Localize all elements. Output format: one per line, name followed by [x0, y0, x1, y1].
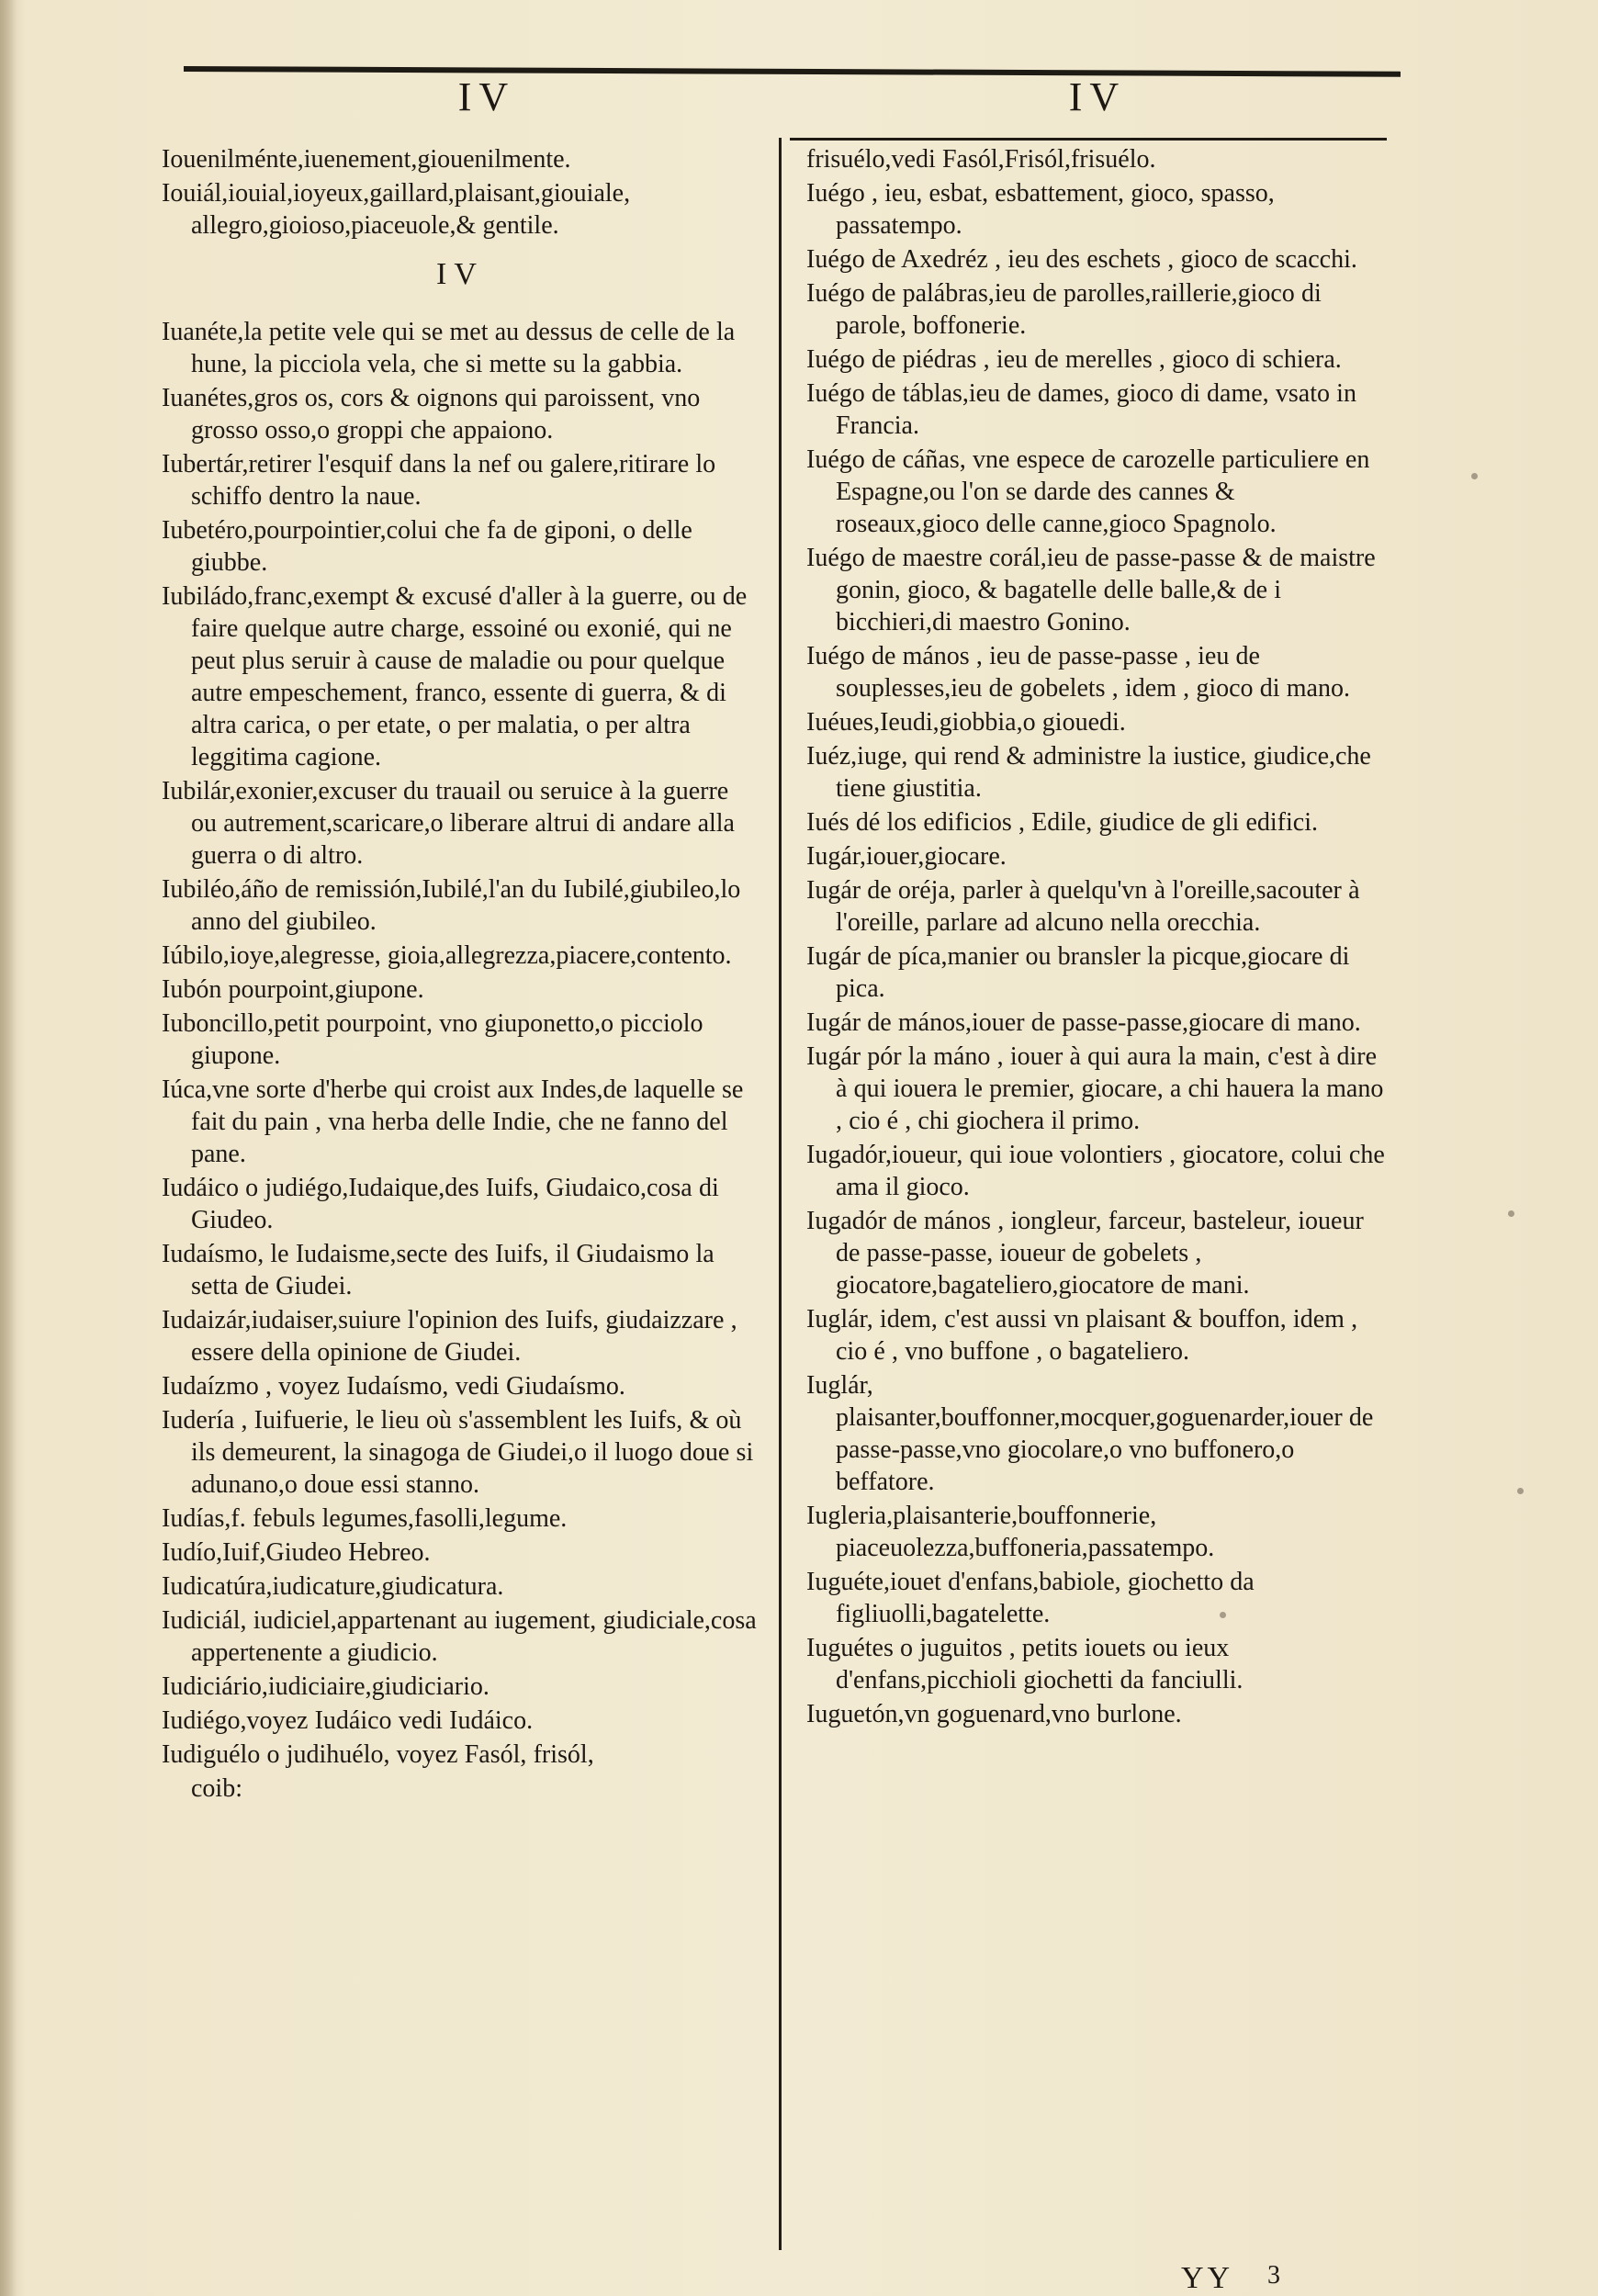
dictionary-entry-iudaizar: Iudaizár,iudaiser,suiure l'opinion des Iuifs, giudaizzare , essere della opinione de Giudei. — [162, 1306, 737, 1367]
dictionary-entry-iuboncillo: Iuboncillo,petit pourpoint, vno giuponetto,o picciolo giupone. — [162, 1009, 703, 1070]
dictionary-entry-iuez: Iuéz,iuge, qui rend & administre la iustice, giudice,che tiene giustitia. — [806, 742, 1371, 803]
ink-speck — [1471, 473, 1478, 479]
dictionary-entry-iubilo: Iúbilo,ioye,alegresse, gioia,allegrezza,piacere,contento. — [162, 941, 732, 970]
dictionary-entry-iubilado: Iubiládo,franc,exempt & excusé d'aller à la guerre, ou de faire quelque autre charge, essoiné ou exonié, qui ne peut plus seruir à cause de maladie ou pour quelque autre empeschement, franco, essente di guerra, & di altra carica, o per etate, o per malatia, o per altra leggitima cagione. — [162, 582, 748, 771]
dictionary-entry-iudicial: Iudiciál, iudiciel,appartenant au iugement, giudiciale,cosa appertenente a giudicio. — [162, 1606, 757, 1667]
dictionary-entry-iugador: Iugadór,ioueur, qui ioue volontiers , giocatore, colui che ama il gioco. — [806, 1141, 1385, 1201]
dictionary-entry-iuego-canas: Iuégo de cáñas, vne espece de carozelle particuliere en Espagne,ou l'on se darde des cannes & roseaux,gioco delle canne,gioco Spagnolo. — [806, 445, 1370, 538]
dictionary-entry-iubilar: Iubilár,exonier,excuser du trauail ou seruice à la guerre ou autrement,scaricare,o liberare altrui di andare alla guerra o di altro. — [162, 777, 735, 870]
dictionary-entry-iudaizmo: Iudaízmo , voyez Iudaísmo, vedi Giudaísmo. — [162, 1372, 625, 1401]
dictionary-entry-frisuelo: frisuélo,vedi Fasól,Frisól,frisuélo. — [806, 145, 1156, 174]
dictionary-entry-iuego-tablas: Iuégo de táblas,ieu de dames, gioco di dame, vsato in Francia. — [806, 379, 1356, 440]
dictionary-entry-iudiego: Iudiégo,voyez Iudáico vedi Iudáico. — [162, 1706, 534, 1735]
dictionary-entry-iugar-pica: Iugár de píca,manier ou bransler la picque,giocare di pica. — [806, 942, 1350, 1003]
right-header-underline — [790, 138, 1387, 141]
dictionary-entry-iudaismo: Iudaísmo, le Iudaisme,secte des Iuifs, il Giudaismo la setta de Giudei. — [162, 1240, 715, 1300]
dictionary-entry-iouial: Iouiál,iouial,ioyeux,gaillard,plaisant,giouiale, allegro,gioioso,piaceuole,& gentile. — [162, 179, 631, 240]
dictionary-entry-iudio: Iudío,Iuif,Giudeo Hebreo. — [162, 1538, 431, 1567]
dictionary-entry-iuego: Iuégo , ieu, esbat, esbattement, gioco, spasso, passatempo. — [806, 179, 1275, 240]
dictionary-entry-iudias: Iudías,f. febuls legumes,fasolli,legume. — [162, 1504, 568, 1533]
center-column-rule — [779, 138, 782, 2250]
dictionary-entry-iuguetes: Iuguétes o juguitos , petits iouets ou ieux d'enfans,picchioli giochetti da fanciulli. — [806, 1634, 1244, 1694]
left-dictionary-column — [162, 143, 759, 1806]
page-binding-shadow — [0, 0, 17, 2296]
dictionary-entry-iueues: Iuéues,Ieudi,giobbia,o giouedi. — [806, 708, 1126, 737]
dictionary-entry-iubileo: Iubiléo,áño de remissión,Iubilé,l'an du Iubilé,giubileo,lo anno del giubileo. — [162, 875, 741, 936]
dictionary-entry-iuglar: Iuglár, plaisanter,bouffonner,mocquer,goguenarder,iouer de passe-passe,vno giocolare,o vno buffonero,o beffatore. — [806, 1371, 1374, 1496]
dictionary-entry-iugueton: Iuguetón,vn goguenard,vno burlone. — [806, 1700, 1182, 1728]
gathering-number: 3 — [1267, 2261, 1280, 2290]
printer-signature-mark: YY — [1181, 2261, 1234, 2295]
dictionary-entry-iuguete: Iuguéte,iouet d'enfans,babiole, giochetto da figliuolli,bagatelette. — [806, 1568, 1255, 1628]
dictionary-entry-trailing-fragment: coib: — [191, 1774, 242, 1803]
dictionary-entry-iugador-manos: Iugadór de mános , iongleur, farceur, basteleur, ioueur de passe-passe, ioueur de gobelets , giocatore,bagateliero,giocatore de mani. — [806, 1207, 1364, 1300]
dictionary-entry-iubertar: Iubertár,retirer l'esquif dans la nef ou galere,ritirare lo schiffo dentro la naue. — [162, 450, 716, 511]
dictionary-entry-iuego-manos: Iuégo de mános , ieu de passe-passe , ieu de souplesses,ieu de gobelets , idem , gioco di mano. — [806, 642, 1350, 703]
dictionary-entry-iuego-maestre-coral: Iuégo de maestre corál,ieu de passe-passe & de maistre gonin, gioco, & bagatelle delle balle,& de i bicchieri,di maestro Gonino. — [806, 544, 1376, 636]
dictionary-entry-iues-edificios: Iués dé los edificios , Edile, giudice de gli edifici. — [806, 808, 1318, 837]
dictionary-entry-iuglar-idem: Iuglár, idem, c'est aussi vn plaisant & bouffon, idem , cio é , vno buffone , o bagateliero. — [806, 1305, 1358, 1366]
dictionary-entry-iugar: Iugár,iouer,giocare. — [806, 842, 1007, 871]
dictionary-entry-iuderia: Iudería , Iuifuerie, le lieu où s'assemblent les Iuifs, & où ils demeurent, la sinagoga de Giudei,o il luogo doue si adunano,o doue essi stanno. — [162, 1406, 754, 1499]
ink-speck — [1517, 1488, 1524, 1494]
dictionary-entry-iugar-manos: Iugár de mános,iouer de passe-passe,giocare di mano. — [806, 1008, 1361, 1037]
dictionary-entry-iudicatura: Iudicatúra,iudicature,giudicatura. — [162, 1572, 504, 1601]
dictionary-entry-iugar-oreja: Iugár de oréja, parler à quelqu'vn à l'oreille,sacouter à l'oreille, parlare ad alcuno nella orecchia. — [806, 876, 1360, 937]
dictionary-entry-iugleria: Iugleria,plaisanterie,bouffonnerie, piaceuolezza,buffoneria,passatempo. — [806, 1502, 1215, 1562]
left-running-header: IV — [457, 74, 516, 119]
dictionary-entry-iudiguelo: Iudiguélo o judihuélo, voyez Fasól, frisól, — [162, 1740, 594, 1769]
dictionary-entry-iubetero: Iubetéro,pourpointier,colui che fa de giponi, o delle giubbe. — [162, 516, 692, 577]
dictionary-entry-iuego-axedrez: Iuégo de Axedréz , ieu des eschets , gioco de scacchi. — [806, 245, 1357, 274]
right-dictionary-column — [806, 143, 1385, 1732]
dictionary-entry-iubon: Iubón pourpoint,giupone. — [162, 975, 424, 1004]
dictionary-entry-iugar-mano: Iugár pór la máno , iouer à qui aura la main, c'est à dire à qui iouera le premier, giocare, a chi hauera la mano , cio é , chi giochera il primo. — [806, 1042, 1384, 1135]
ink-speck — [1220, 1612, 1226, 1618]
top-header-rule — [184, 66, 1401, 77]
dictionary-entry-iudiciario: Iudiciário,iudiciaire,giudiciario. — [162, 1672, 490, 1701]
dictionary-entry-iuego-piedras: Iuégo de piédras , ieu de merelles , gioco di schiera. — [806, 345, 1342, 374]
dictionary-entry-iudaico: Iudáico o judiégo,Iudaique,des Iuifs, Giudaico,cosa di Giudeo. — [162, 1174, 719, 1234]
right-running-header: IV — [1068, 74, 1127, 119]
dictionary-entry-iuca: Iúca,vne sorte d'herbe qui croist aux Indes,de laquelle se fait du pain , vna herba delle Indie, che ne fanno del pane. — [162, 1075, 744, 1168]
dictionary-entry-iuego-palabras: Iuégo de palábras,ieu de parolles,raillerie,gioco di parole, boffonerie. — [806, 279, 1322, 340]
dictionary-entry-iuanetes: Iuanétes,gros os, cors & oignons qui paroissent, vno grosso osso,o groppi che appaiono. — [162, 384, 701, 445]
dictionary-entry-iouenilmente: Iouenilménte,iuenement,giouenilmente. — [162, 145, 571, 174]
ink-speck — [1508, 1210, 1514, 1217]
section-heading-iv: IV — [436, 257, 484, 291]
dictionary-entry-iuanete: Iuanéte,la petite vele qui se met au dessus de celle de la hune, la picciola vela, che si mette su la gabbia. — [162, 318, 736, 378]
